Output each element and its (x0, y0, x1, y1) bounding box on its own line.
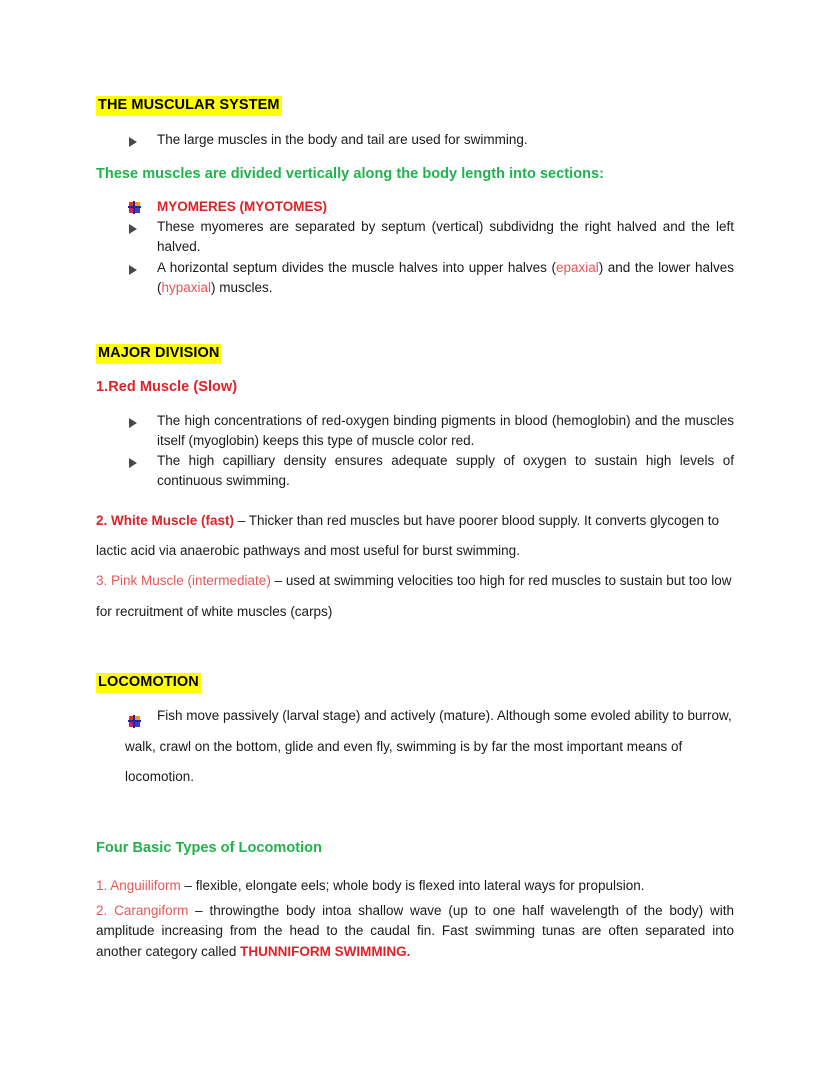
arrow-bullet-icon (128, 130, 157, 149)
subheading-four-basic-types: Four Basic Types of Locomotion (96, 839, 322, 856)
heading-text-major-division: MAJOR DIVISION (96, 344, 221, 364)
section-heading-muscular-system (96, 96, 734, 116)
spacer (96, 151, 734, 165)
spacer (96, 364, 734, 378)
spacer (96, 397, 734, 411)
list-item-label: Fish move passively (larval stage) and actively (mature). Although some evoled ability to burrow, walk, crawl on the bottom, glide and even fly, swimming is by far the most important means of locomotion. (125, 708, 732, 785)
text-fragment: – used at swimming velocities too high for red muscles to sustain but too low for recruitment of white muscles (carps) (96, 573, 732, 619)
term-thunniform-swimming: THUNNIFORM SWIMMING. (240, 943, 411, 959)
paragraph-anguiiliform (96, 871, 734, 901)
spacer (96, 116, 734, 130)
text-fragment: – Thicker than red muscles but have poorer blood supply. It converts glycogen to lactic acid via anaerobic pathways and most useful for burst swimming. (96, 512, 720, 558)
spacer (96, 298, 734, 344)
spacer (96, 857, 734, 871)
list-item (128, 411, 734, 452)
list-item-label: The high concentrations of red-oxygen binding pigments in blood (hemoglobin) and the muscles itself (myoglobin) keeps this type of muscle color red. (157, 412, 734, 448)
list-item (128, 217, 734, 258)
term-carangiform: 2. Carangiform (96, 903, 189, 919)
list-item (128, 451, 734, 492)
spacer (96, 793, 734, 839)
spacer (96, 693, 734, 701)
text-fragment: ) and the lower halves ( (157, 259, 734, 295)
list-item-label: The large muscles in the body and tail are used for swimming. (157, 132, 528, 148)
term-epaxial: epaxial (555, 259, 599, 275)
text-fragment: A horizontal septum divides the muscle halves into upper halves ( (157, 259, 556, 275)
term-white-muscle: 2. White Muscle (fast) (96, 512, 235, 528)
list-item-locomotion-intro (125, 701, 734, 792)
spacer (96, 627, 734, 673)
list-item-label (157, 258, 734, 299)
term-hypaxial: hypaxial (161, 279, 212, 295)
section-heading-major-division (96, 344, 734, 364)
term-pink-muscle: 3. Pink Muscle (intermediate) (96, 573, 271, 589)
arrow-bullet-icon (128, 451, 157, 470)
text-fragment: ) muscles. (211, 279, 273, 295)
heading-text-locomotion: LOCOMOTION (96, 673, 201, 693)
arrow-bullet-icon (128, 217, 157, 236)
subheading-red-muscle: 1.Red Muscle (Slow) (96, 379, 238, 396)
heading-text-muscular-system: THE MUSCULAR SYSTEM (96, 96, 282, 116)
arrow-bullet-icon (128, 258, 157, 277)
text-fragment: – flexible, elongate eels; whole body is flexed into lateral ways for propulsion. (180, 877, 645, 893)
list-item-label: MYOMERES (MYOTOMES) (157, 198, 328, 214)
plus-bullet-icon (128, 197, 157, 216)
subheading-vertical-sections: These muscles are divided vertically along the body length into sections: (96, 165, 605, 182)
list-item-myomeres (128, 197, 734, 217)
list-item (128, 130, 734, 150)
paragraph-pink-muscle (96, 566, 734, 627)
section-heading-locomotion (96, 673, 734, 693)
spacer (96, 183, 734, 197)
document-body (96, 96, 734, 962)
paragraph-white-muscle (96, 506, 734, 567)
spacer (96, 492, 734, 506)
list-item-label: These myomeres are separated by septum (vertical) subdividng the right halved and the left halved. (157, 219, 734, 255)
paragraph-carangiform (96, 901, 734, 962)
term-anguiiliform: 1. Anguiiliform (96, 877, 181, 893)
list-item (128, 258, 734, 299)
text-fragment: – throwingthe body intoa shallow wave (up to one half wavelength of the body) with amplitude increasing from the head to the caudal fin. Fast swimming tunas are often separated into another category called (96, 903, 734, 959)
arrow-bullet-icon (128, 411, 157, 430)
list-item-label: The high capilliary density ensures adequate supply of oxygen to sustain high levels of continuous swimming. (157, 453, 734, 489)
